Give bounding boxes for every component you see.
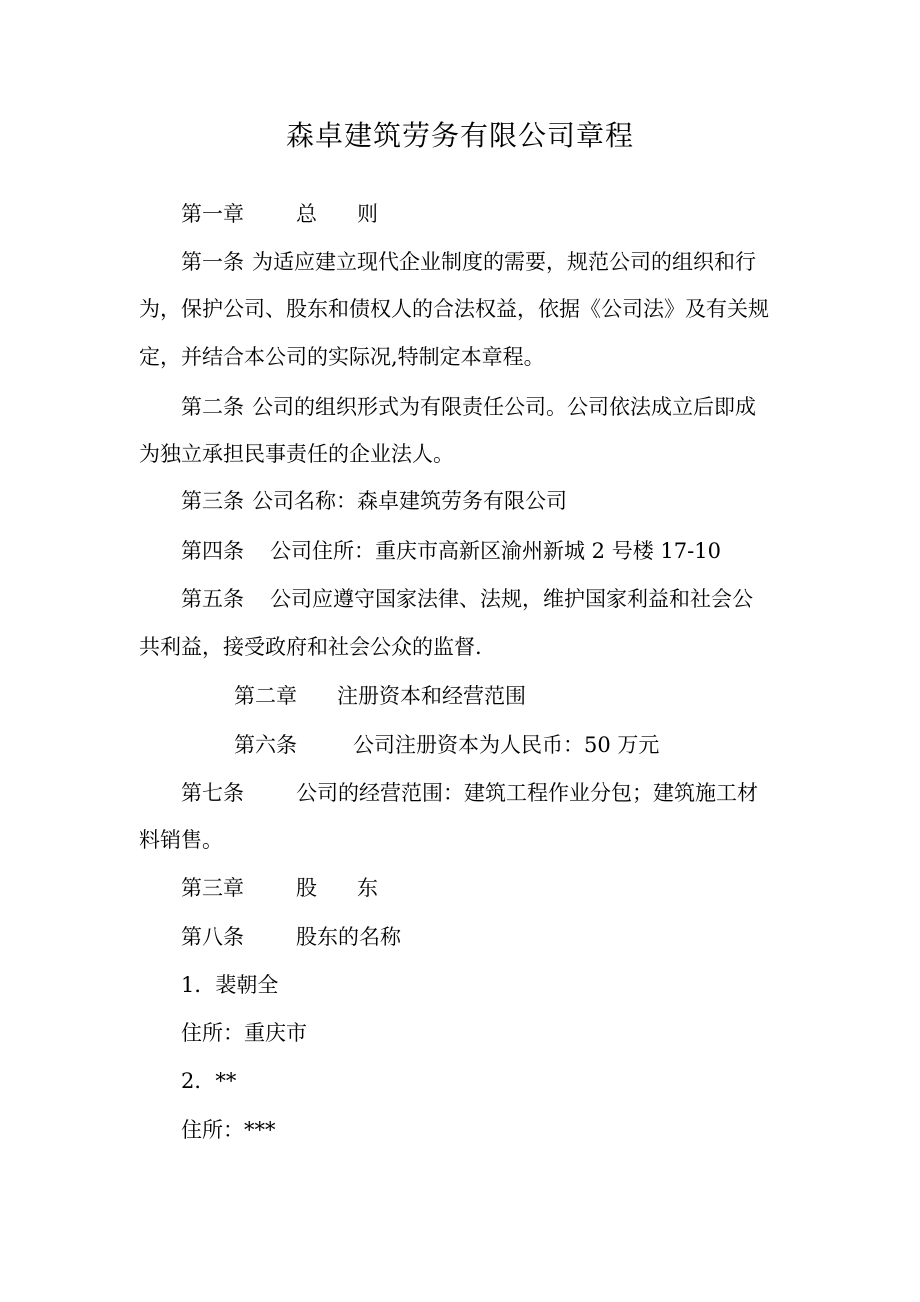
article-1-line-1	[181, 247, 756, 277]
article-label: 第六条	[234, 733, 297, 757]
article-8	[181, 922, 401, 952]
shareholder-address: 住所：***	[181, 1118, 276, 1142]
article-label: 第八条	[181, 925, 244, 949]
chapter-name-part: 总	[296, 202, 317, 226]
chapter-name: 注册资本和经营范围	[337, 684, 526, 708]
document-title: 森卓建筑劳务有限公司章程	[285, 119, 634, 152]
article-3	[181, 486, 567, 516]
article-4	[181, 536, 721, 566]
article-2-line-2: 为独立承担民事责任的企业法人。	[139, 442, 454, 466]
article-text: 股东的名称	[296, 925, 401, 949]
article-1-line-3: 定，并结合本公司的实际况,特制定本章程。	[139, 345, 545, 369]
shareholder-address: 住所：重庆市	[181, 1021, 307, 1045]
article-7-line-2: 料销售。	[139, 828, 223, 852]
article-2-line-1	[181, 392, 756, 422]
article-6	[234, 730, 659, 760]
chapter-2-heading	[234, 681, 526, 711]
article-label: 第二条	[181, 395, 244, 419]
chapter-name-part: 东	[357, 876, 378, 900]
chapter-label: 第二章	[234, 684, 297, 708]
article-text: 公司应遵守国家法律、法规，维护国家利益和社会公	[270, 587, 753, 611]
shareholder-name: 2．**	[181, 1069, 237, 1093]
article-label: 第七条	[181, 781, 244, 805]
chapter-3-heading	[181, 873, 378, 903]
chapter-label: 第三章	[181, 876, 244, 900]
article-1-line-2: 为，保护公司、股东和债权人的合法权益，依据《公司法》及有关规	[139, 297, 769, 321]
article-text: 公司住所：重庆市高新区渝州新城 2 号楼 17-10	[270, 539, 721, 563]
article-5-line-1	[181, 584, 753, 614]
chapter-name-part: 股	[296, 876, 317, 900]
shareholder-name: 1．裴朝全	[181, 973, 279, 997]
article-label: 第三条	[181, 489, 244, 513]
article-text: 公司注册资本为人民币：50 万元	[353, 733, 660, 757]
article-label: 第四条	[181, 539, 244, 563]
article-7-line-1	[181, 778, 758, 808]
chapter-1-heading	[181, 199, 378, 229]
article-label: 第五条	[181, 587, 244, 611]
article-label: 第一条	[181, 250, 244, 274]
article-5-line-2: 共利益，接受政府和社会公众的监督.	[139, 635, 482, 659]
article-text: 公司的组织形式为有限责任公司。公司依法成立后即成	[252, 395, 756, 419]
chapter-label: 第一章	[181, 202, 244, 226]
chapter-name-part: 则	[357, 202, 378, 226]
article-text: 公司的经营范围：建筑工程作业分包；建筑施工材	[296, 781, 758, 805]
article-text: 公司名称：森卓建筑劳务有限公司	[252, 489, 567, 513]
article-text: 为适应建立现代企业制度的需要，规范公司的组织和行	[252, 250, 756, 274]
